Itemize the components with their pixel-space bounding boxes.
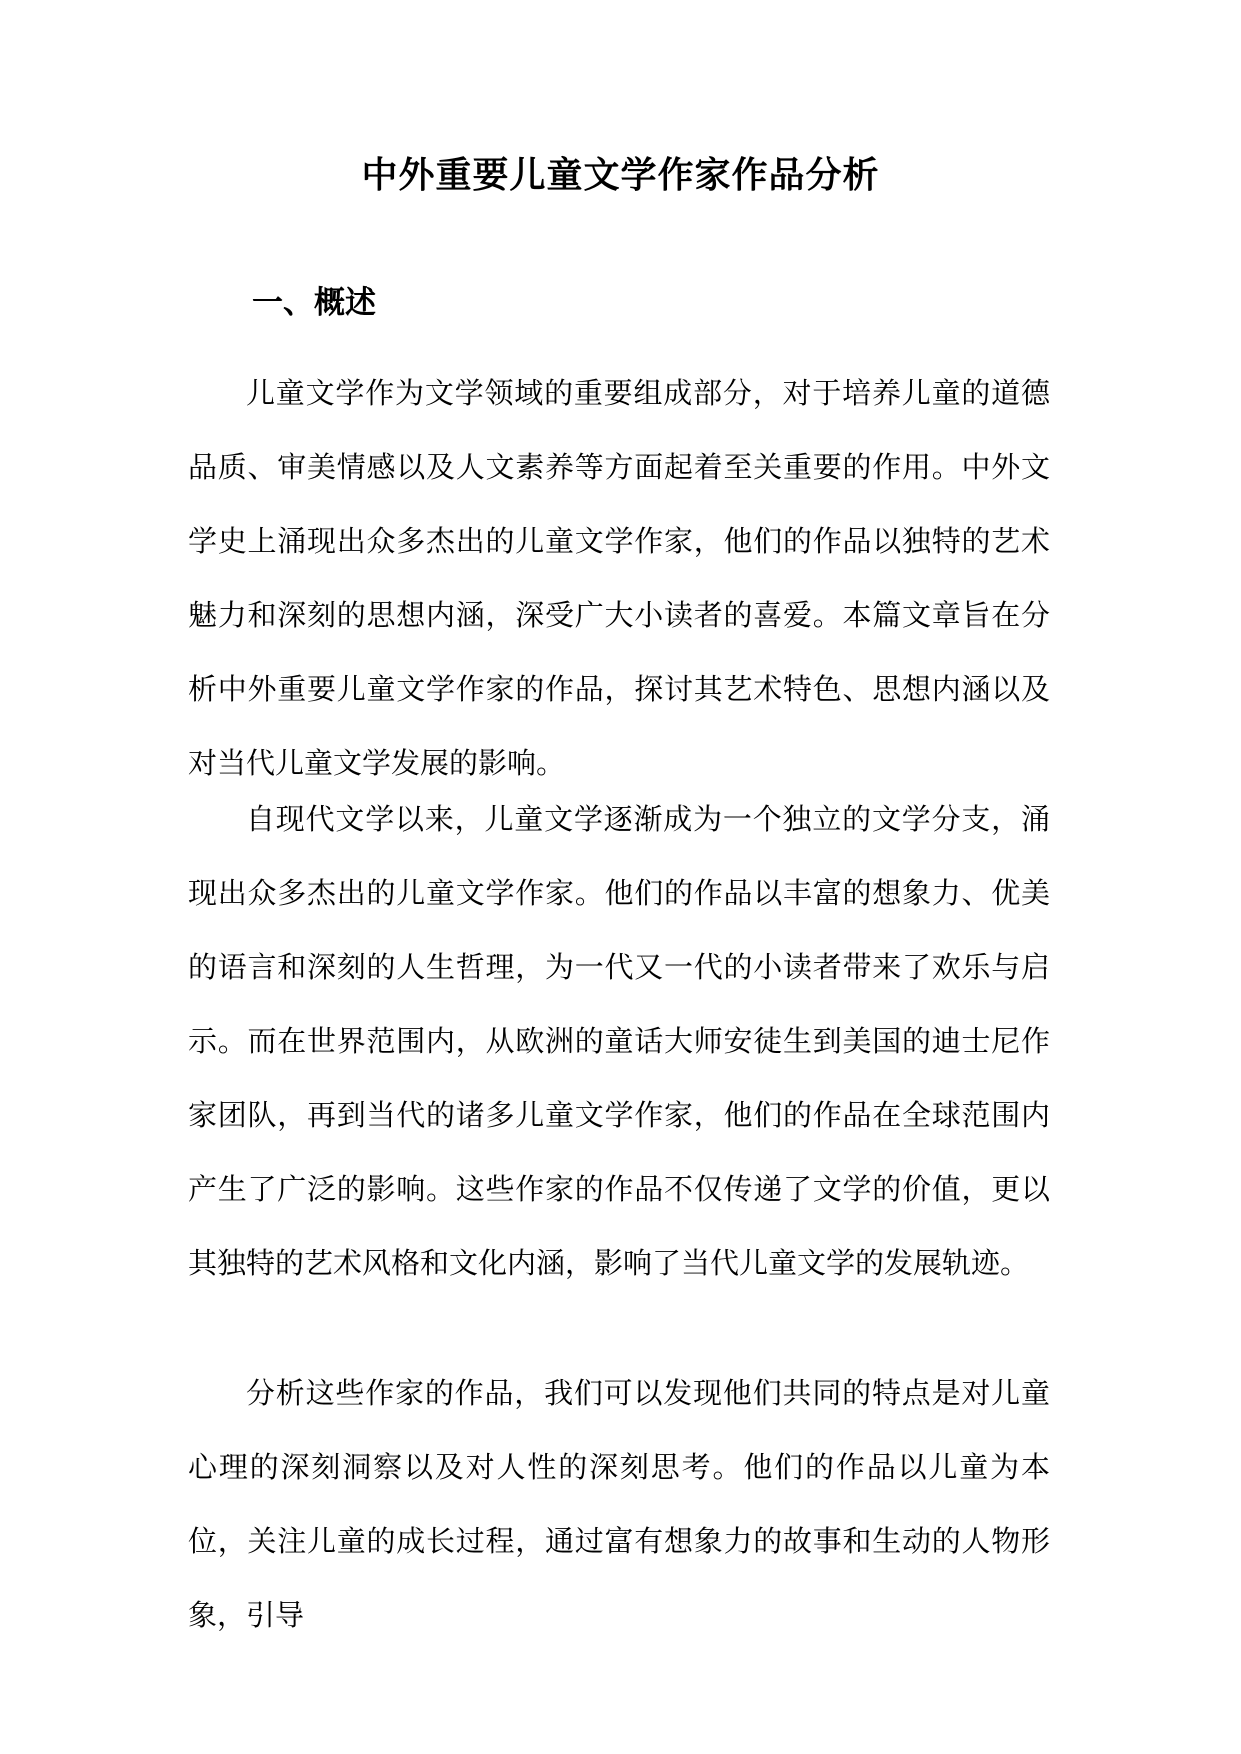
body-paragraph-3: 分析这些作家的作品，我们可以发现他们共同的特点是对儿童心理的深刻洞察以及对人性的深刻思考。他们的作品以儿童为本位，关注儿童的成长过程，通过富有想象力的故事和生动的人物形象，引导 [188, 1376, 1050, 1632]
body-paragraph-1: 儿童文学作为文学领域的重要组成部分，对于培养儿童的道德品质、审美情感以及人文素养等方面起着至关重要的作用。中外文学史上涌现出众多杰出的儿童文学作家，他们的作品以独特的艺术魅力和深刻的思想内涵，深受广大小读者的喜爱。本篇文章旨在分析中外重要儿童文学作家的作品，探讨其艺术特色、思想内涵以及对当代儿童文学发展的影响。 [188, 376, 1050, 780]
section-heading: 一、概述 [252, 285, 376, 321]
body-paragraph-2: 自现代文学以来，儿童文学逐渐成为一个独立的文学分支，涌现出众多杰出的儿童文学作家。他们的作品以丰富的想象力、优美的语言和深刻的人生哲理，为一代又一代的小读者带来了欢乐与启示。而在世界范围内，从欧洲的童话大师安徒生到美国的迪士尼作家团队，再到当代的诸多儿童文学作家，他们的作品在全球范围内产生了广泛的影响。这些作家的作品不仅传递了文学的价值，更以其独特的艺术风格和文化内涵，影响了当代儿童文学的发展轨迹。 [188, 802, 1050, 1280]
document-title: 中外重要儿童文学作家作品分析 [361, 155, 880, 196]
